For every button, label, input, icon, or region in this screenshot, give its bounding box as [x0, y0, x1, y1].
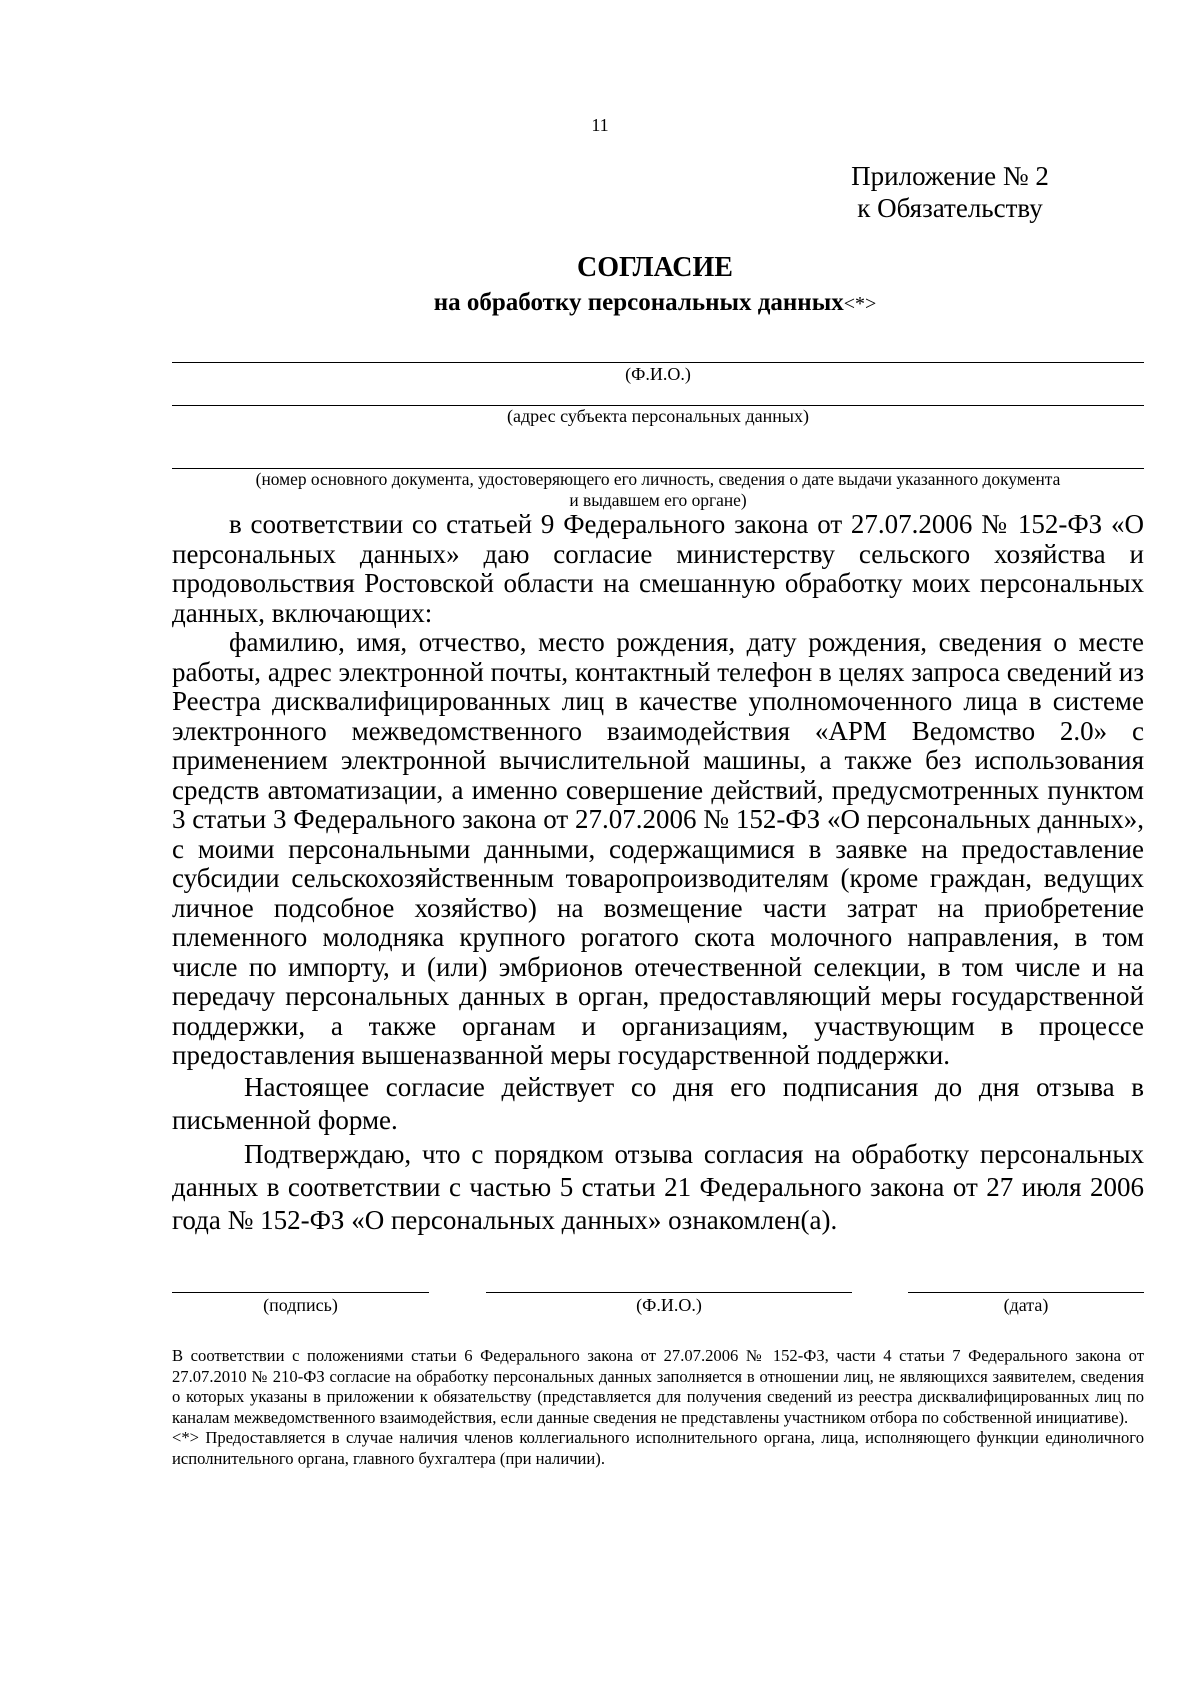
page-number: 11	[591, 115, 609, 135]
document-subtitle	[0, 287, 1200, 320]
signature-fio-caption: (Ф.И.О.)	[636, 1295, 702, 1315]
date-caption: (дата)	[1003, 1295, 1049, 1315]
footnote-2: <*> Предоставляется в случае наличия членов коллегиального исполнительного органа, лица, исполняющего функции единоличного исполнительного органа, главного бухгалтера (при наличии).	[172, 1428, 1144, 1468]
signature-caption: (подпись)	[263, 1295, 338, 1315]
appendix-note	[820, 160, 1080, 224]
date-line	[908, 1292, 1144, 1293]
document-caption-line-2: и выдавшем его органе)	[569, 490, 747, 510]
consent-paragraph-4: Подтверждаю, что с порядком отзыва согласия на обработку персональных данных в соответствии с частью 5 статьи 21 Федерального закона от 27 июля 2006 года № 152-ФЗ «О персональных данных» ознакомлен(а).	[172, 1138, 1144, 1235]
document-caption-line-1: (номер основного документа, удостоверяющего его личность, сведения о дате выдачи указанного документа	[255, 469, 1061, 489]
fio-caption: (Ф.И.О.)	[625, 364, 691, 384]
document-subtitle-text: на обработку персональных данных	[433, 289, 844, 316]
signature-line	[172, 1292, 429, 1293]
footnote-marker: <*>	[843, 293, 877, 315]
document-caption	[172, 469, 1144, 511]
appendix-line-1: Приложение № 2	[851, 161, 1049, 191]
signature-fio-line	[486, 1292, 852, 1293]
consent-paragraph-1: в соответствии со статьей 9 Федерального закона от 27.07.2006 № 152-ФЗ «О персональных данных» даю согласие министерству сельского хозяйства и продовольствия Ростовской области на смешанную обработку моих персональных данных, включающих:	[172, 509, 1144, 628]
footnotes	[172, 1346, 1144, 1470]
consent-paragraph-3: Настоящее согласие действует со дня его подписания до дня отзыва в письменной форме.	[172, 1071, 1144, 1135]
consent-body	[172, 510, 1144, 1237]
document-title: СОГЛАСИЕ	[577, 252, 733, 283]
address-caption: (адрес субъекта персональных данных)	[507, 406, 809, 426]
footnote-1: В соответствии с положениями статьи 6 Федерального закона от 27.07.2006 № 152-ФЗ, части 4 статьи 7 Федерального закона от 27.07.2010 № 210-ФЗ согласие на обработку персональных данных заполняется в отношении лиц, не являющихся заявителем, сведения о которых указаны в приложении к обязательству (представляется для получения сведений из реестра дисквалифицированных лиц по каналам межведомственного взаимодействия, если данные сведения не представлены участником отбора по собственной инициативе).	[172, 1346, 1144, 1427]
appendix-line-2: к Обязательству	[857, 193, 1043, 223]
consent-paragraph-2: фамилию, имя, отчество, место рождения, дату рождения, сведения о месте работы, адрес электронной почты, контактный телефон в целях запроса сведений из Реестра дисквалифицированных лиц в качестве уполномоченного лица в системе электронного межведомственного взаимодействия «АРМ Ведомство 2.0» с применением электронной вычислительной машины, а также без использования средств автоматизации, а именно совершение действий, предусмотренных пунктом 3 статьи 3 Федерального закона от 27.07.2006 № 152-ФЗ «О персональных данных», с моими персональными данными, содержащимися в заявке на предоставление субсидии сельскохозяйственным товаропроизводителям (кроме граждан, ведущих личное подсобное хозяйство) на возмещение части затрат на приобретение племенного молодняка крупного рогатого скота молочного направления, в том числе по импорту, и (или) эмбрионов отечественной селекции, в том числе и на передачу персональных данных в орган, предоставляющий меры государственной поддержки, а также органам и организациям, участвующим в процессе предоставления вышеназванной меры государственной поддержки.	[172, 627, 1144, 1070]
